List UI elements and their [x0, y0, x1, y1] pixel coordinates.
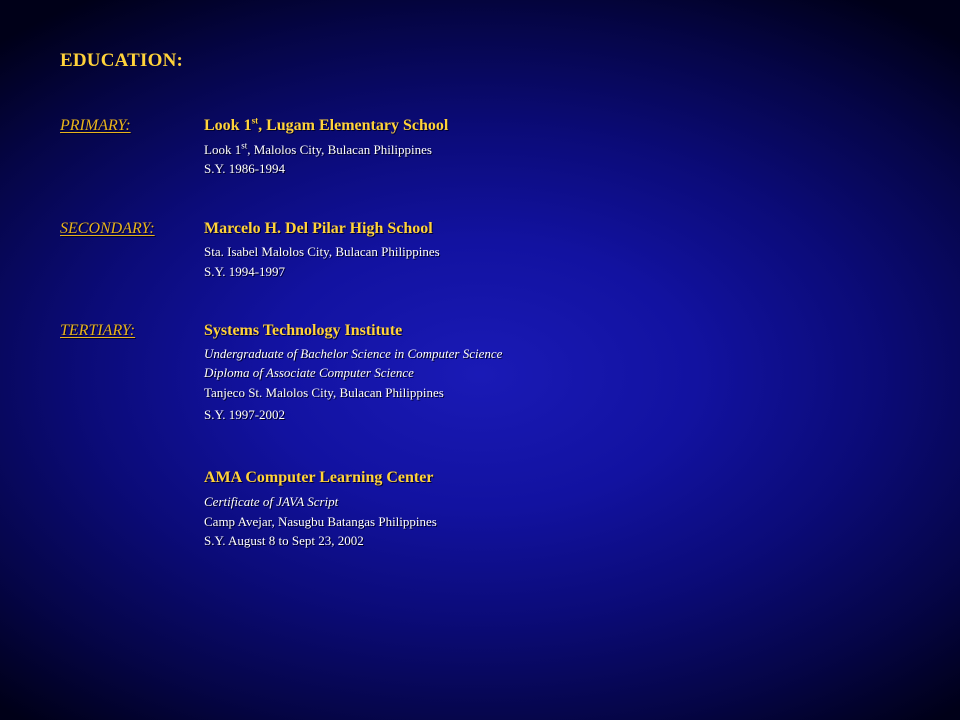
primary-school-ordinal: st	[251, 115, 259, 126]
primary-address-prefix: Look 1	[204, 142, 242, 157]
primary-address-ordinal: st	[241, 140, 248, 151]
secondary-school-name: Marcelo H. Del Pilar High School	[204, 220, 433, 237]
tertiary-degree-associate: Diploma of Associate Computer Science	[204, 365, 414, 380]
primary-address-suffix: , Malolos City, Bulacan Philippines	[247, 142, 432, 157]
primary-school-name	[204, 117, 448, 135]
primary-school-suffix: , Lugam Elementary School	[258, 117, 449, 134]
tertiary-school-address: Tanjeco St. Malolos City, Bulacan Philippines	[204, 385, 444, 400]
primary-school-prefix: Look 1	[204, 117, 252, 134]
tertiary-degree-bachelor: Undergraduate of Bachelor Science in Computer Science	[204, 346, 503, 361]
ama-certificate: Certificate of JAVA Script	[204, 494, 339, 509]
tertiary-school-name: Systems Technology Institute	[204, 322, 403, 339]
tertiary-school-year: S.Y. 1997-2002	[204, 407, 286, 422]
primary-label: PRIMARY:	[60, 117, 131, 134]
secondary-school-address: Sta. Isabel Malolos City, Bulacan Philippines	[204, 244, 440, 259]
secondary-school-year: S.Y. 1994-1997	[204, 264, 286, 279]
ama-school-name: AMA Computer Learning Center	[204, 469, 434, 486]
section-heading: EDUCATION:	[60, 50, 184, 71]
primary-school-year: S.Y. 1986-1994	[204, 161, 286, 176]
secondary-label: SECONDARY:	[60, 220, 155, 237]
ama-school-year: S.Y. August 8 to Sept 23, 2002	[204, 533, 364, 548]
ama-school-address: Camp Avejar, Nasugbu Batangas Philippines	[204, 514, 437, 529]
tertiary-label: TERTIARY:	[60, 322, 136, 339]
primary-school-address	[204, 142, 432, 158]
